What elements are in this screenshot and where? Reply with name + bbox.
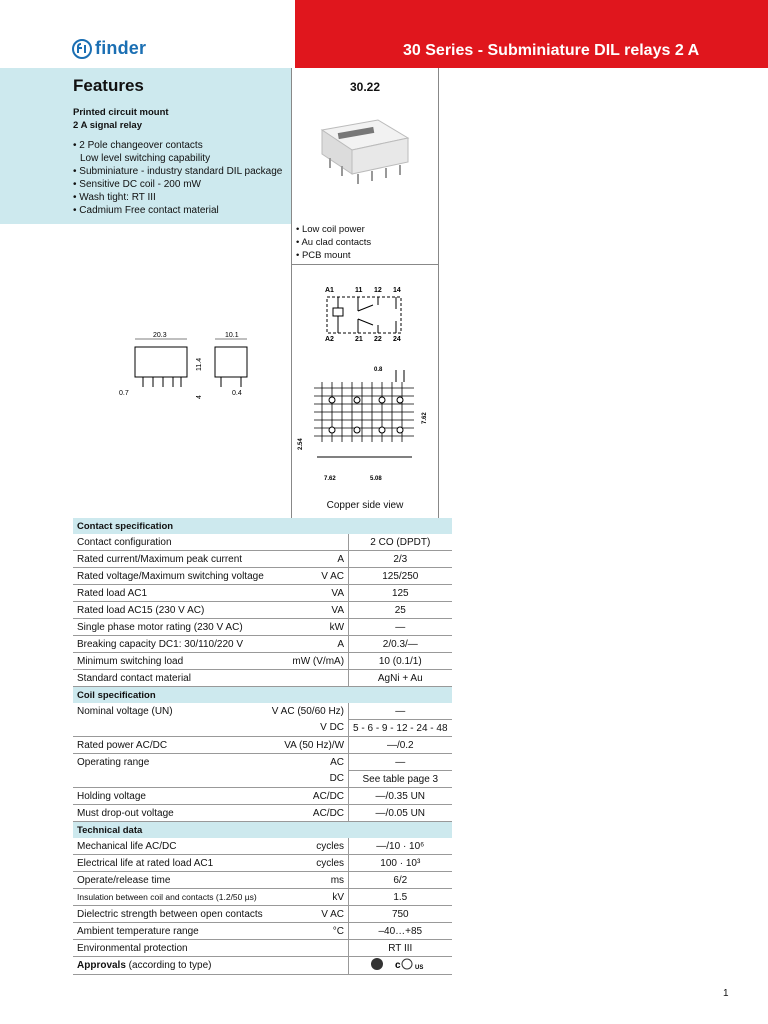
feature-item: • Cadmium Free contact material xyxy=(73,205,219,216)
pin-label: 14 xyxy=(393,287,401,294)
spec-value: AgNi + Au xyxy=(349,670,452,687)
spec-label: Operating range xyxy=(77,756,150,768)
relay-photo xyxy=(318,118,410,188)
spec-label: Ambient temperature range xyxy=(73,923,268,940)
spec-unit: A xyxy=(268,636,349,653)
spec-label: Holding voltage xyxy=(73,788,268,805)
spec-value xyxy=(349,957,452,975)
spec-row xyxy=(73,551,452,568)
specification-table xyxy=(73,518,452,975)
spec-label: Approvals (according to type) xyxy=(73,957,268,975)
dimension-label: 0.4 xyxy=(232,390,242,397)
spec-label: Rated power AC/DC xyxy=(73,737,268,754)
spec-row xyxy=(73,788,452,805)
feature-item: • Wash tight: RT III xyxy=(73,192,156,203)
feature-item: • 2 Pole changeover contacts xyxy=(73,140,203,151)
column-divider xyxy=(438,68,439,518)
spec-row xyxy=(73,940,452,957)
spec-label: Standard contact material xyxy=(73,670,268,687)
finder-logo-icon xyxy=(72,39,92,59)
dimension-label: 7.62 xyxy=(324,476,336,482)
spec-row xyxy=(73,923,452,940)
spec-value: 2 CO (DPDT) xyxy=(349,534,452,551)
pin-label: 22 xyxy=(374,336,382,343)
spec-row xyxy=(73,838,452,855)
spec-value: 10 (0.1/1) xyxy=(349,653,452,670)
spec-value: —/0.35 UN xyxy=(349,788,452,805)
spec-label xyxy=(73,720,268,737)
spec-label: Operate/release time xyxy=(73,872,268,889)
spec-label: Must drop-out voltage xyxy=(73,805,268,822)
approvals-word: Approvals xyxy=(77,960,126,971)
spec-row xyxy=(73,653,452,670)
spec-label: Single phase motor rating (230 V AC) xyxy=(73,619,268,636)
dimension-label: 0.7 xyxy=(119,390,129,397)
spec-unit: A xyxy=(268,551,349,568)
feature-item: Low level switching capability xyxy=(80,153,211,164)
spec-row xyxy=(73,957,452,975)
pin-label: A1 xyxy=(325,287,334,294)
spec-row xyxy=(73,568,452,585)
spec-unit: AC/DC xyxy=(268,788,349,805)
spec-value: — xyxy=(349,754,452,771)
spec-value: — xyxy=(349,619,452,636)
spec-row xyxy=(73,534,452,551)
spec-value: — xyxy=(349,703,452,720)
spec-row xyxy=(73,855,452,872)
spec-section-header xyxy=(73,518,452,534)
pin-label: 21 xyxy=(355,336,363,343)
spec-unit xyxy=(268,534,349,551)
features-list xyxy=(73,139,282,217)
wiring-schematic xyxy=(318,283,413,343)
spec-unit: kW xyxy=(268,619,349,636)
spec-unit: VA xyxy=(268,602,349,619)
spec-unit: DC xyxy=(268,771,349,788)
svg-text:US: US xyxy=(415,965,424,971)
spec-label: Environmental protection xyxy=(73,940,268,957)
spec-row xyxy=(73,670,452,687)
model-bullets xyxy=(296,223,371,262)
section-title: Contact specification xyxy=(73,518,349,534)
spec-row xyxy=(73,771,452,788)
pin-label: A2 xyxy=(325,336,334,343)
copper-side-caption: Copper side view xyxy=(326,500,404,511)
dimension-drawing xyxy=(115,325,255,405)
spec-value: 5 - 6 - 9 - 12 - 24 - 48 xyxy=(349,720,452,737)
dimension-label: 2.54 xyxy=(298,438,304,450)
feature-item: • Subminiature - industry standard DIL package xyxy=(73,166,283,177)
spec-unit: mW (V/mA) xyxy=(268,653,349,670)
spec-unit: cycles xyxy=(268,855,349,872)
spec-label: Mechanical life AC/DC xyxy=(73,838,268,855)
spec-row xyxy=(73,805,452,822)
brand-name: finder xyxy=(95,38,147,58)
pcb-layout-drawing xyxy=(292,360,438,490)
spec-label: Rated current/Maximum peak current xyxy=(73,551,268,568)
spec-row xyxy=(73,737,452,754)
spec-unit: VA (50 Hz)/W xyxy=(268,737,349,754)
spec-label: Rated load AC1 xyxy=(73,585,268,602)
spec-value: —/10 · 10⁶ xyxy=(349,838,452,855)
spec-unit: kV xyxy=(268,889,349,906)
approval-marks-icon xyxy=(365,957,435,971)
section-filler xyxy=(349,822,452,839)
dimension-label: 20.3 xyxy=(153,332,167,339)
spec-label: Contact configuration xyxy=(73,534,268,551)
dimension-label: 0.8 xyxy=(374,367,383,373)
spec-value: –40…+85 xyxy=(349,923,452,940)
spec-value: 2/3 xyxy=(349,551,452,568)
model-bullet: • PCB mount xyxy=(296,250,351,261)
spec-unit xyxy=(268,940,349,957)
section-filler xyxy=(349,518,452,534)
spec-unit: °C xyxy=(268,923,349,940)
spec-value: 125/250 xyxy=(349,568,452,585)
pin-label: 11 xyxy=(355,287,363,294)
subtitle-line: 2 A signal relay xyxy=(73,120,142,131)
spec-unit: VA xyxy=(268,585,349,602)
spec-label: Insulation between coil and contacts (1.2/50 µs) xyxy=(73,889,268,906)
section-divider xyxy=(291,264,439,265)
spec-unit xyxy=(268,670,349,687)
section-filler xyxy=(349,687,452,704)
spec-label: Electrical life at rated load AC1 xyxy=(73,855,268,872)
spec-label: Nominal voltage (UN) xyxy=(77,705,173,717)
spec-value: 1.5 xyxy=(349,889,452,906)
page-number: 1 xyxy=(723,988,729,999)
spec-label: Breaking capacity DC1: 30/110/220 V xyxy=(73,636,268,653)
spec-row xyxy=(73,703,452,720)
spec-value: 25 xyxy=(349,602,452,619)
spec-unit: V AC xyxy=(268,906,349,923)
spec-value: 125 xyxy=(349,585,452,602)
spec-value: 750 xyxy=(349,906,452,923)
spec-unit: ms xyxy=(268,872,349,889)
pin-label: 24 xyxy=(393,336,401,343)
subtitle-line: Printed circuit mount xyxy=(73,107,169,118)
spec-row xyxy=(73,906,452,923)
dimension-label: 7.62 xyxy=(422,412,428,424)
dimension-label: 5.08 xyxy=(370,476,382,482)
dimension-label: 11.4 xyxy=(196,357,203,371)
spec-value: See table page 3 xyxy=(349,771,452,788)
spec-label: Rated load AC15 (230 V AC) xyxy=(73,602,268,619)
finder-logo xyxy=(72,38,146,59)
spec-row xyxy=(73,720,452,737)
spec-label: Rated voltage/Maximum switching voltage xyxy=(73,568,268,585)
spec-unit: V AC (50/60 Hz) xyxy=(271,705,345,717)
model-number: 30.22 xyxy=(349,80,381,94)
spec-unit: V DC xyxy=(268,720,349,737)
spec-unit: AC xyxy=(330,756,345,768)
spec-label: Dielectric strength between open contacts xyxy=(73,906,268,923)
section-title: Coil specification xyxy=(73,687,349,704)
spec-unit xyxy=(268,957,349,975)
spec-unit: AC/DC xyxy=(268,805,349,822)
page-title: 30 Series - Subminiature DIL relays 2 A xyxy=(403,42,700,59)
spec-row xyxy=(73,889,452,906)
svg-text:c: c xyxy=(395,960,401,971)
spec-label xyxy=(73,771,268,788)
spec-section-header xyxy=(73,822,452,839)
spec-row xyxy=(73,872,452,889)
spec-value: 100 · 10³ xyxy=(349,855,452,872)
model-bullet: • Au clad contacts xyxy=(296,237,372,248)
model-bullet: • Low coil power xyxy=(296,224,365,235)
features-subtitle xyxy=(73,106,169,132)
spec-row xyxy=(73,754,452,771)
spec-row xyxy=(73,619,452,636)
spec-value: —/0.2 xyxy=(349,737,452,754)
spec-row xyxy=(73,585,452,602)
spec-row xyxy=(73,602,452,619)
spec-value: —/0.05 UN xyxy=(349,805,452,822)
spec-unit: V AC xyxy=(268,568,349,585)
spec-label: Minimum switching load xyxy=(73,653,268,670)
dimension-label: 10.1 xyxy=(225,332,239,339)
dimension-label: 4 xyxy=(196,395,203,399)
features-title: Features xyxy=(73,76,144,95)
pin-label: 12 xyxy=(374,287,382,294)
section-title: Technical data xyxy=(73,822,349,839)
spec-section-header xyxy=(73,687,452,704)
spec-row xyxy=(73,636,452,653)
feature-item: • Sensitive DC coil - 200 mW xyxy=(73,179,201,190)
spec-unit: cycles xyxy=(268,838,349,855)
spec-value: 2/0.3/— xyxy=(349,636,452,653)
spec-value: 6/2 xyxy=(349,872,452,889)
spec-value: RT III xyxy=(349,940,452,957)
